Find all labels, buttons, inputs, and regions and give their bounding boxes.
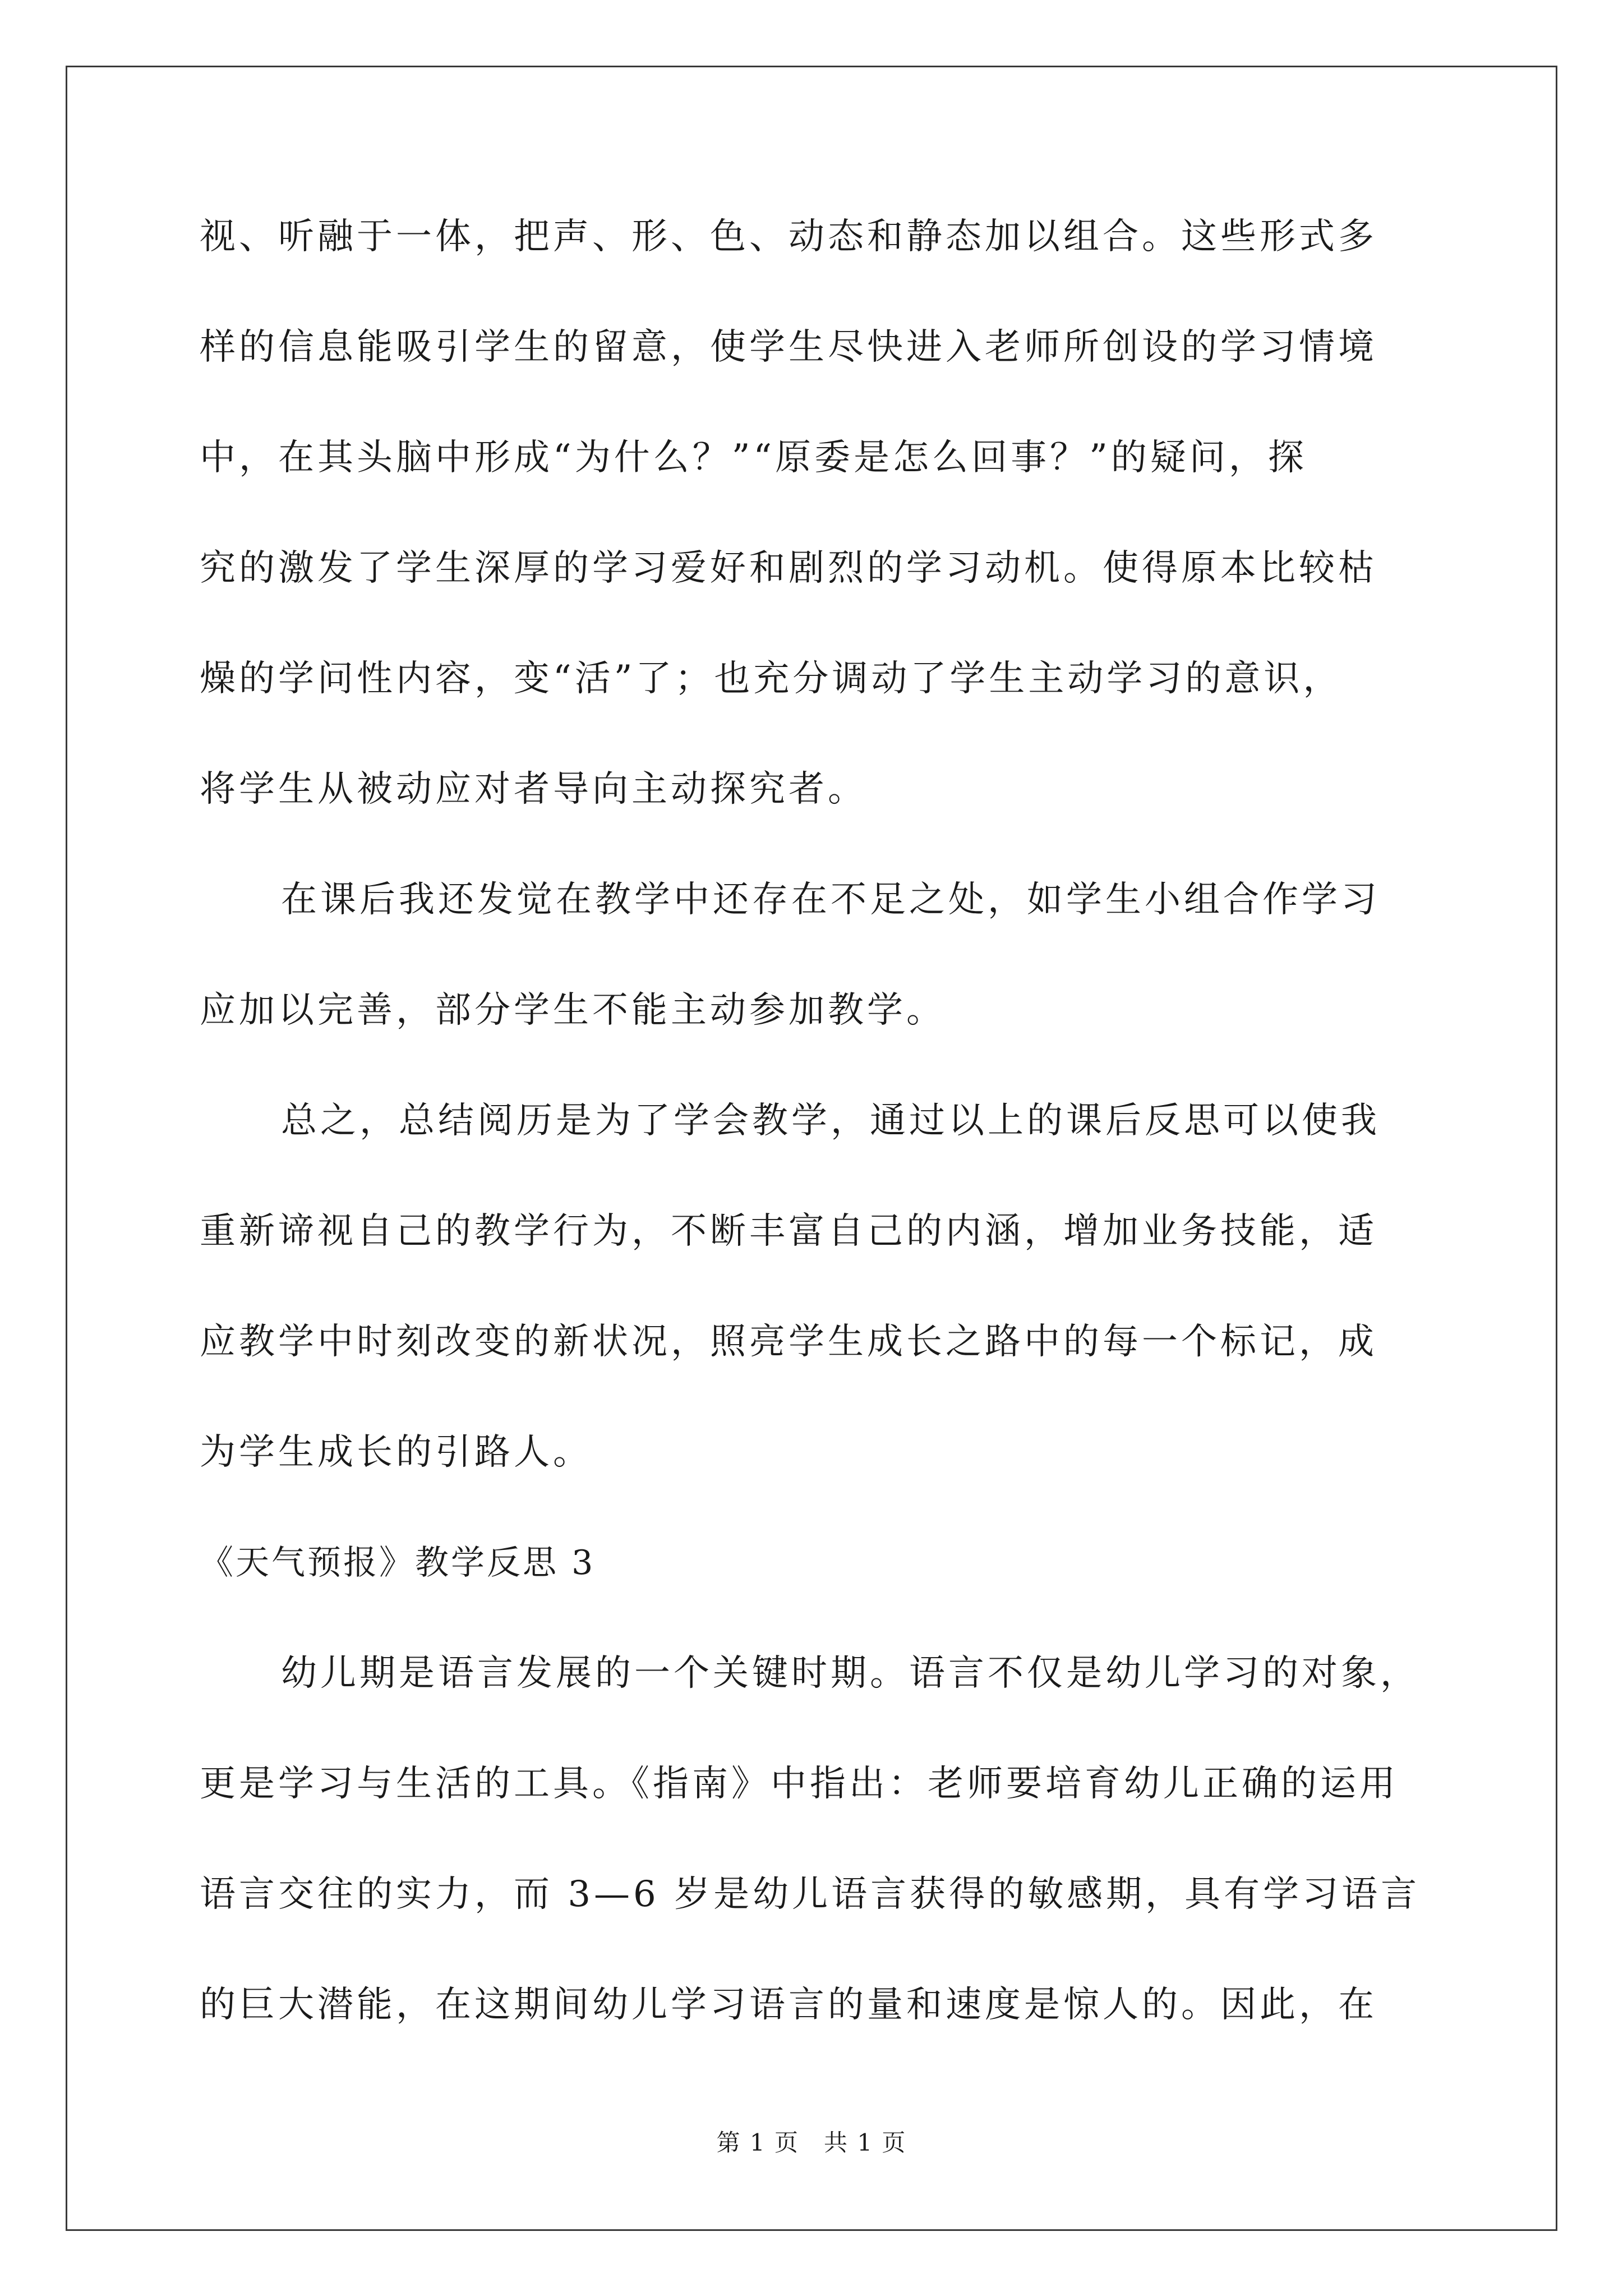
paragraph-line: 应教学中时刻改变的新状况，照亮学生成长之路中的每一个标记，成 — [200, 1321, 1377, 1363]
paragraph-line: 将学生从被动应对者导向主动探究者。 — [200, 769, 867, 810]
page-footer: 第 1 页 共 1 页 — [716, 2129, 907, 2156]
section-heading: 《天气预报》教学反思 3 — [200, 1543, 596, 1582]
paragraph-line: 总之，总结阅历是为了学会教学，通过以上的课后反思可以使我 — [281, 1100, 1380, 1142]
paragraph-line: 的巨大潜能，在这期间幼儿学习语言的量和速度是惊人的。因此，在 — [200, 1984, 1377, 2026]
paragraph-line: 幼儿期是语言发展的一个关键时期。语言不仅是幼儿学习的对象， — [281, 1653, 1419, 1694]
paragraph-line: 在课后我还发觉在教学中还存在不足之处，如学生小组合作学习 — [281, 879, 1380, 921]
paragraph-line: 究的激发了学生深厚的学习爱好和剧烈的学习动机。使得原本比较枯 — [200, 547, 1377, 589]
paragraph-line: 中，在其头脑中形成“为什么？”“原委是怎么回事？”的疑问，探 — [200, 437, 1307, 478]
paragraph-line: 视、听融于一体，把声、形、色、动态和静态加以组合。这些形式多 — [200, 216, 1377, 257]
paragraph-line: 更是学习与生活的工具。《指南》中指出：老师要培育幼儿正确的运用 — [200, 1763, 1399, 1805]
paragraph-line: 重新谛视自己的教学行为，不断丰富自己的内涵，增加业务技能，适 — [200, 1211, 1377, 1252]
paragraph-line: 样的信息能吸引学生的留意，使学生尽快进入老师所创设的学习情境 — [200, 326, 1377, 368]
paragraph-line: 燥的学问性内容，变“活”了；也充分调动了学生主动学习的意识， — [200, 658, 1343, 700]
paragraph-line: 语言交往的实力，而 3—6 岁是幼儿语言获得的敏感期，具有学习语言 — [200, 1874, 1421, 1915]
paragraph-line: 应加以完善，部分学生不能主动参加教学。 — [200, 990, 946, 1031]
paragraph-line: 为学生成长的引路人。 — [200, 1432, 592, 1473]
